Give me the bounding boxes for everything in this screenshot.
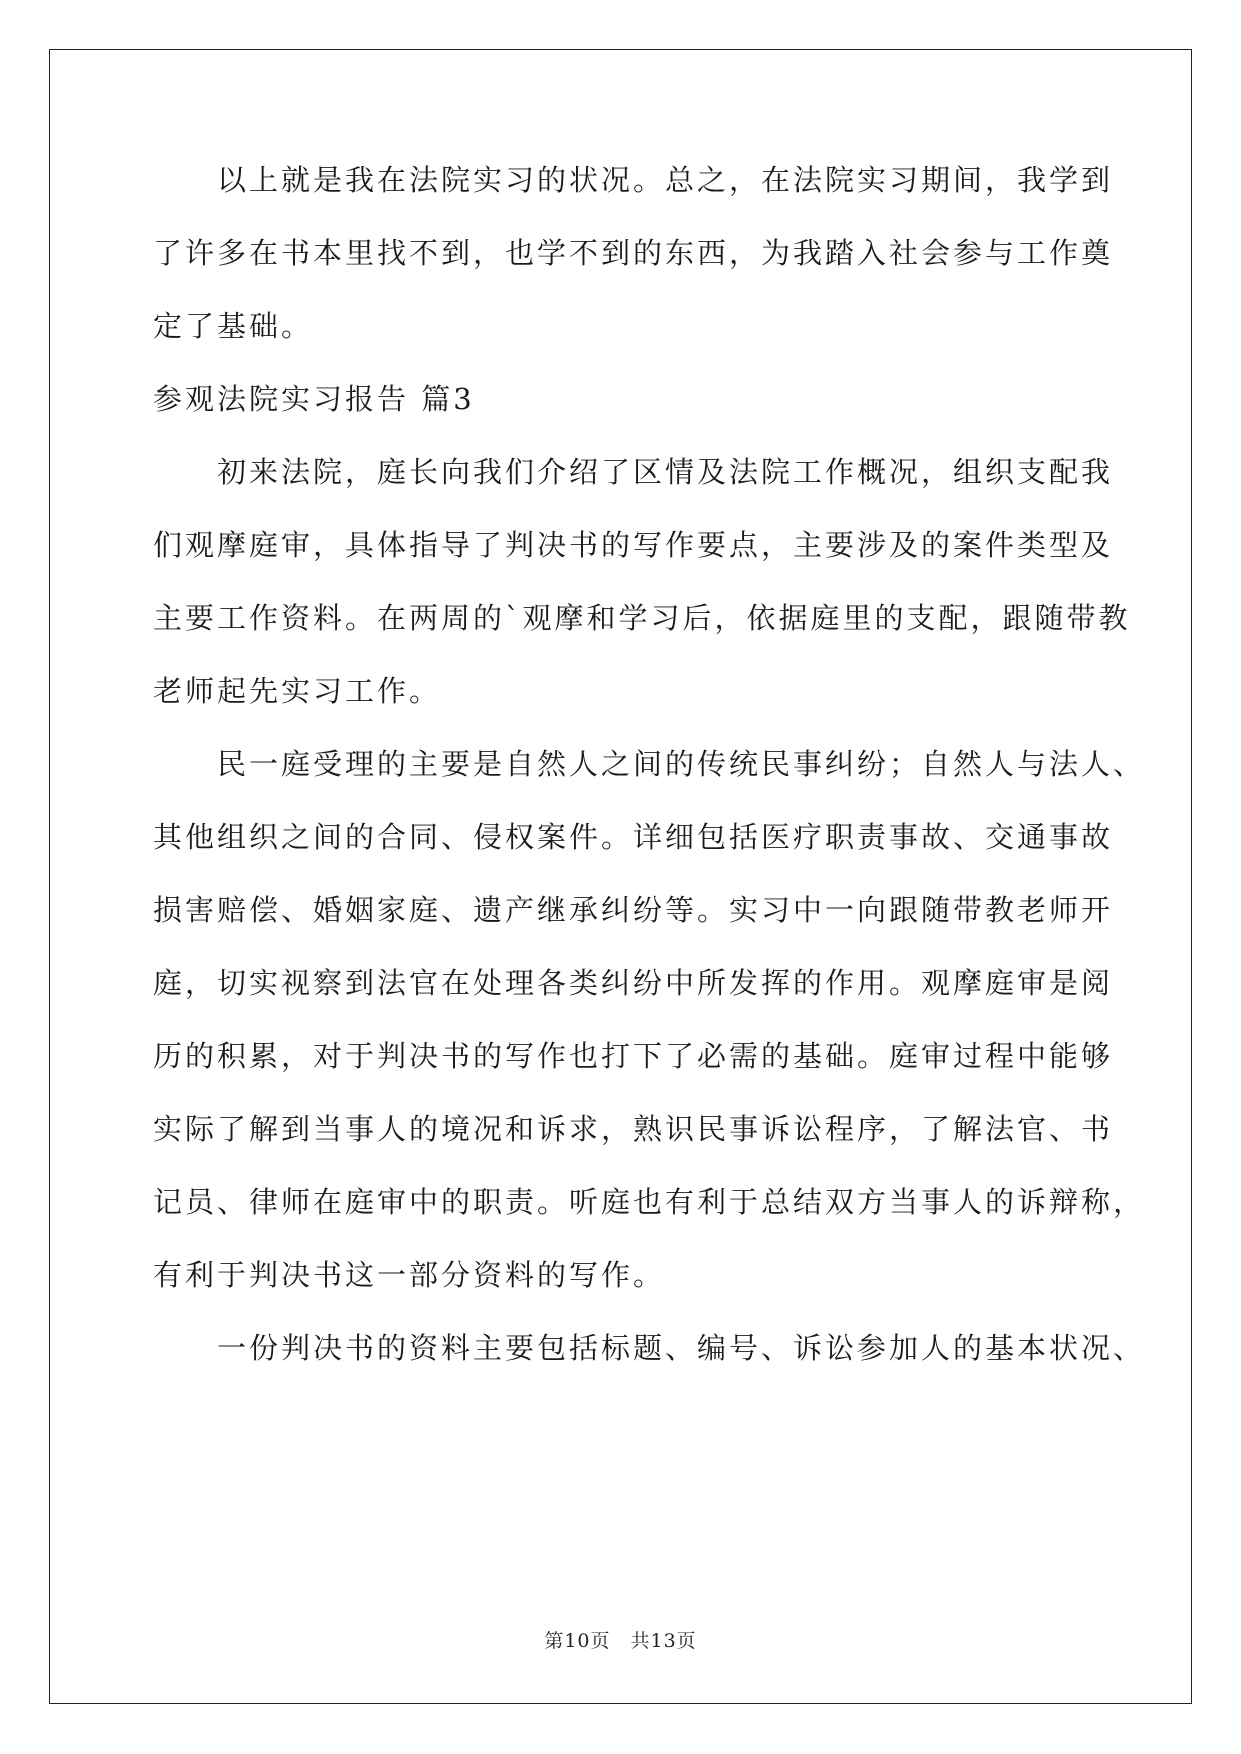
text-line: 庭，切实视察到法官在处理各类纠纷中所发挥的作用。观摩庭审是阅	[153, 966, 1114, 1000]
text-line: 其他组织之间的合同、侵权案件。详细包括医疗职责事故、交通事故	[153, 820, 1114, 854]
text-line: 主要工作资料。在两周的`观摩和学习后，依据庭里的支配，跟随带教	[153, 601, 1131, 635]
text-line: 一份判决书的资料主要包括标题、编号、诉讼参加人的基本状况、	[153, 1331, 1146, 1365]
text-line: 民一庭受理的主要是自然人之间的传统民事纠纷；自然人与法人、	[153, 747, 1146, 781]
text-line: 了许多在书本里找不到，也学不到的东西，为我踏入社会参与工作奠	[153, 236, 1114, 270]
text-line: 历的积累，对于判决书的写作也打下了必需的基础。庭审过程中能够	[153, 1039, 1114, 1073]
text-line: 定了基础。	[153, 309, 314, 343]
text-line: 实际了解到当事人的境况和诉求，熟识民事诉讼程序，了解法官、书	[153, 1112, 1114, 1146]
text-line: 记员、律师在庭审中的职责。听庭也有利于总结双方当事人的诉辩称，	[153, 1185, 1146, 1219]
page-number-footer: 第10页 共13页	[544, 1630, 697, 1652]
section-heading: 参观法院实习报告 篇3	[153, 382, 475, 416]
text-line: 老师起先实习工作。	[153, 674, 442, 708]
text-line: 们观摩庭审，具体指导了判决书的写作要点，主要涉及的案件类型及	[153, 528, 1114, 562]
text-line: 以上就是我在法院实习的状况。总之，在法院实习期间，我学到	[153, 163, 1114, 197]
page-border	[49, 49, 1192, 1704]
text-line: 损害赔偿、婚姻家庭、遗产继承纠纷等。实习中一向跟随带教老师开	[153, 893, 1114, 927]
text-line: 有利于判决书这一部分资料的写作。	[153, 1258, 666, 1292]
text-line: 初来法院，庭长向我们介绍了区情及法院工作概况，组织支配我	[153, 455, 1114, 489]
